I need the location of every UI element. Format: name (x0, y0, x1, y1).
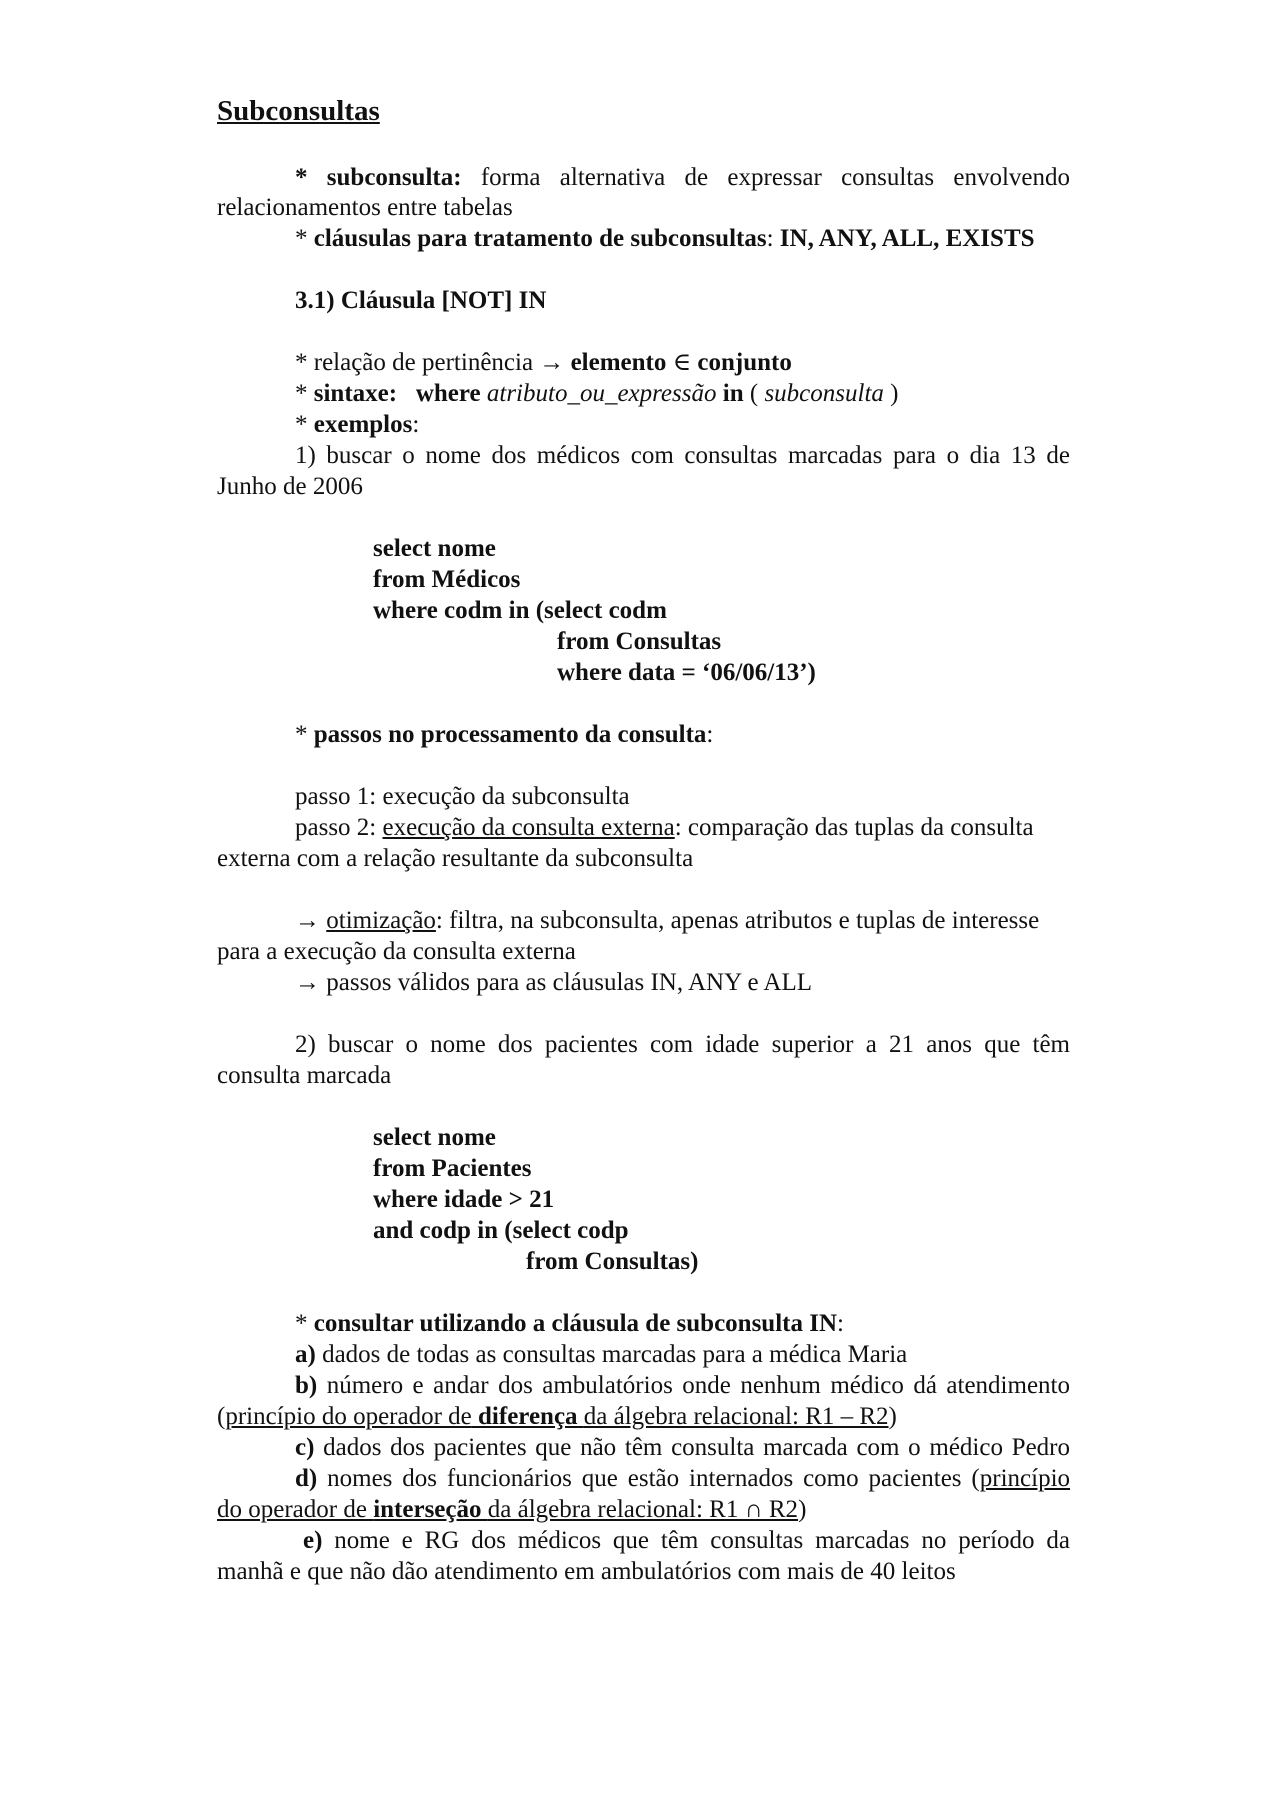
exercise-e-line-1: e) nome e RG dos médicos que têm consultas marcadas no período da (303, 1527, 1071, 1554)
code-1-line: where codm in (select codm (373, 597, 667, 624)
intro-line-2: relacionamentos entre tabelas (217, 194, 513, 221)
code-2-line: select nome (373, 1124, 496, 1151)
intro-line-1: * subconsulta: forma alternativa de expressar consultas envolvendo (295, 164, 1071, 191)
exemplos-line: * exemplos: (295, 411, 420, 438)
section-heading: 3.1) Cláusula [NOT] IN (295, 287, 547, 314)
passos-heading: * passos no processamento da consulta: (295, 721, 714, 748)
code-1-line: from Consultas (557, 628, 722, 655)
passo-2-line-1: passo 2: execução da consulta externa: comparação das tuplas da consulta (295, 814, 1034, 841)
otimizacao-line-2: para a execução da consulta externa (217, 938, 576, 965)
intro-line-3: * cláusulas para tratamento de subconsultas: IN, ANY, ALL, EXISTS (295, 225, 1035, 252)
exercise-d-line-1: d) nomes dos funcionários que estão internados como pacientes (princípio (295, 1465, 1071, 1492)
otimizacao-line-1: → otimização: filtra, na subconsulta, apenas atributos e tuplas de interesse (295, 907, 1040, 934)
code-1-line: select nome (373, 535, 496, 562)
exercise-e-line-2: manhã e que não dão atendimento em ambulatórios com mais de 40 leitos (217, 1558, 956, 1585)
code-2-line: and codp in (select codp (373, 1217, 629, 1244)
sintaxe-line: * sintaxe: where atributo_ou_expressão in ( subconsulta ) (295, 380, 899, 407)
code-2-line: where idade > 21 (373, 1186, 555, 1213)
passo-2-line-2: externa com a relação resultante da subconsulta (217, 845, 694, 872)
code-1-line: from Médicos (373, 566, 521, 593)
page-title: Subconsultas (217, 95, 380, 127)
example-1-line-2: Junho de 2006 (217, 473, 363, 500)
code-2-line: from Consultas) (526, 1248, 699, 1275)
exercise-a: a) dados de todas as consultas marcadas para a médica Maria (295, 1341, 908, 1368)
example-2-line-1: 2) buscar o nome dos pacientes com idade superior a 21 anos que têm (295, 1031, 1070, 1058)
exercise-b-line-2: (princípio do operador de diferença da álgebra relacional: R1 – R2) (217, 1403, 897, 1430)
code-1-line: where data = ‘06/06/13’) (557, 659, 816, 686)
passos-validos: → passos válidos para as cláusulas IN, ANY e ALL (295, 969, 813, 996)
exercise-d-line-2: do operador de interseção da álgebra relacional: R1 ∩ R2) (217, 1496, 807, 1523)
example-2-line-2: consulta marcada (217, 1062, 392, 1089)
exercise-c: c) dados dos pacientes que não têm consulta marcada com o médico Pedro (295, 1434, 1070, 1461)
relacao-line: * relação de pertinência → elemento ∈ conjunto (295, 349, 792, 376)
exercise-b-line-1: b) número e andar dos ambulatórios onde nenhum médico dá atendimento (295, 1372, 1070, 1399)
exercises-heading: * consultar utilizando a cláusula de subconsulta IN: (295, 1310, 844, 1337)
code-2-line: from Pacientes (373, 1155, 532, 1182)
passo-1: passo 1: execução da subconsulta (295, 783, 630, 810)
example-1-line-1: 1) buscar o nome dos médicos com consultas marcadas para o dia 13 de (295, 442, 1070, 469)
